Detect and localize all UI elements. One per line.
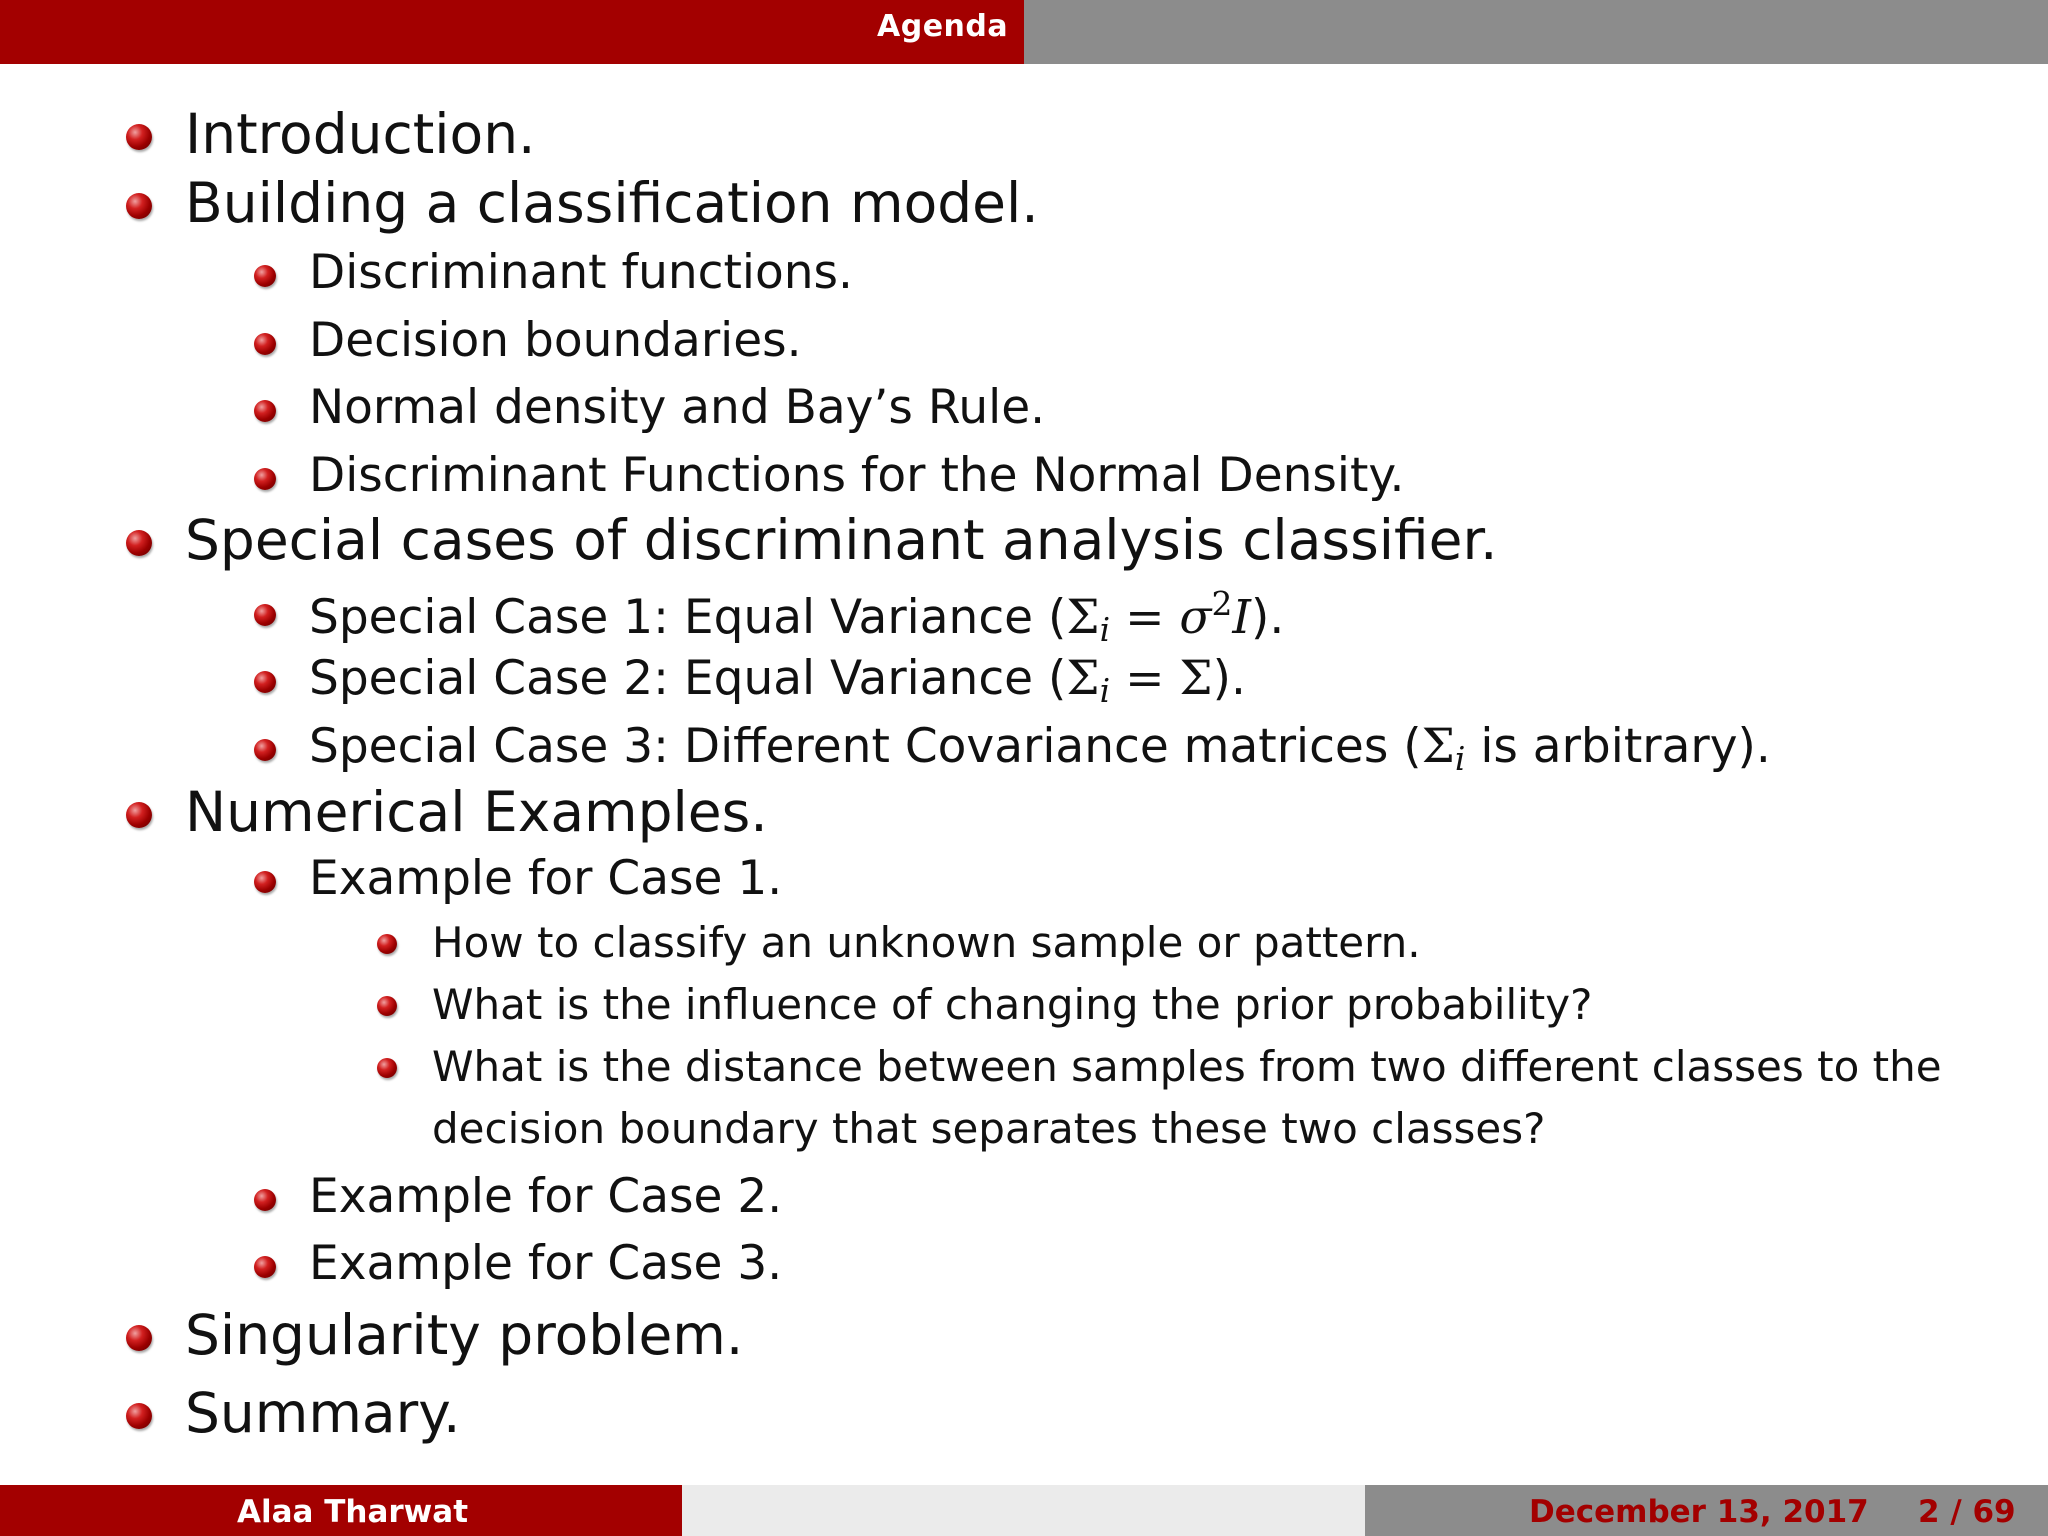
case2-close: ). [1212, 651, 1246, 706]
bullet-icon [126, 1403, 152, 1429]
agenda-subitem-case3 [309, 719, 1771, 779]
agenda-item-summary: Summary. [185, 1381, 461, 1445]
agenda-subsubitem-continuation: decision boundary that separates these two classes? [432, 1104, 1546, 1153]
agenda-subitem: Discriminant functions. [309, 245, 853, 300]
case2-label: Special Case 2: Equal Variance ( [309, 651, 1067, 706]
bullet-icon [377, 934, 397, 954]
bullet-icon [377, 996, 397, 1016]
footer-title-panel [682, 1485, 1365, 1536]
agenda-subsubitem: How to classify an unknown sample or pattern. [432, 918, 1421, 967]
case1-formula: $\Sigma_i = \sigma^2I$ [1066, 584, 1251, 650]
bullet-icon [126, 802, 152, 828]
agenda-subitem: Discriminant Functions for the Normal Density. [309, 448, 1405, 503]
agenda-item-special-cases: Special cases of discriminant analysis classifier. [185, 508, 1498, 572]
bullet-icon [254, 604, 276, 626]
footer-author: Alaa Tharwat [237, 1494, 469, 1530]
case1-label: Special Case 1: Equal Variance ( [309, 590, 1067, 646]
bullet-icon [126, 530, 152, 556]
bullet-icon [254, 739, 276, 761]
agenda-subitem: Decision boundaries. [309, 313, 802, 368]
bullet-icon [254, 400, 276, 422]
agenda-subsubitem: What is the distance between samples from two different classes to the [432, 1042, 1942, 1091]
section-title: Agenda [877, 9, 1009, 44]
case1-close: ). [1251, 590, 1285, 646]
agenda-subitem-example1: Example for Case 1. [309, 851, 783, 906]
agenda-subsubitem: What is the influence of changing the prior probability? [432, 980, 1593, 1029]
agenda-item-numerical: Numerical Examples. [185, 780, 768, 844]
bullet-icon [254, 671, 276, 693]
case3-formula: $\Sigma_i$ [1421, 719, 1466, 779]
case3-close: is arbitrary). [1465, 719, 1771, 774]
bullet-icon [254, 1189, 276, 1211]
agenda-subitem-case2 [309, 651, 1246, 711]
bullet-icon [254, 265, 276, 287]
bullet-icon [126, 193, 152, 219]
case3-label: Special Case 3: Different Covariance matrices ( [309, 719, 1422, 774]
footer-date: December 13, 2017 [1529, 1494, 1869, 1530]
bullet-icon [254, 468, 276, 490]
case2-formula: $\Sigma_i = \Sigma$ [1066, 651, 1213, 711]
page-number: 2 / 69 [1918, 1494, 2016, 1530]
agenda-subitem-example2: Example for Case 2. [309, 1169, 783, 1224]
bullet-icon [254, 333, 276, 355]
agenda-item-building: Building a classification model. [185, 171, 1039, 235]
agenda-item-singularity: Singularity problem. [185, 1303, 744, 1367]
agenda-item-introduction: Introduction. [185, 102, 536, 166]
bullet-icon [126, 124, 152, 150]
footer-bar [0, 1485, 2048, 1536]
agenda-subitem-case1 [309, 584, 1285, 650]
bullet-icon [377, 1058, 397, 1078]
agenda-subitem: Normal density and Bay’s Rule. [309, 380, 1046, 435]
bullet-icon [126, 1325, 152, 1351]
bullet-icon [254, 871, 276, 893]
bullet-icon [254, 1256, 276, 1278]
agenda-subitem-example3: Example for Case 3. [309, 1236, 783, 1291]
